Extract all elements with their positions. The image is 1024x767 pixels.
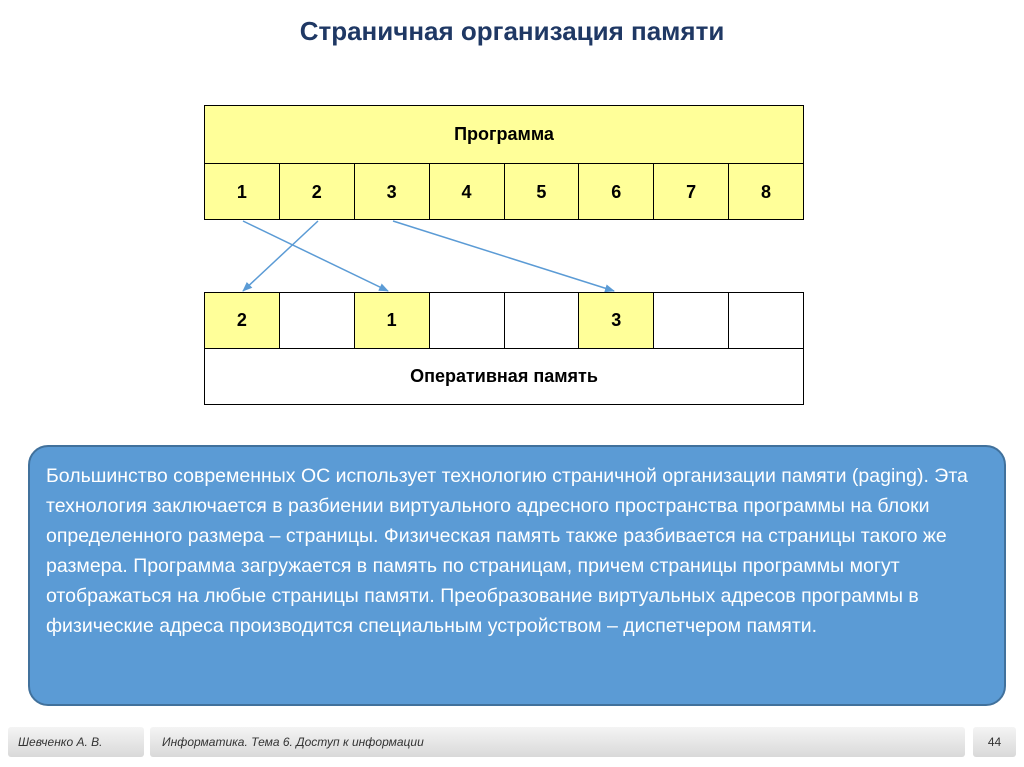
program-page-cell: 6 <box>579 164 654 220</box>
slide-title: Страничная организация памяти <box>299 16 725 46</box>
footer-author <box>8 727 144 757</box>
memory-frame-cell <box>280 293 355 348</box>
memory-label: Оперативная память <box>410 366 598 386</box>
memory-frame-cell <box>505 293 580 348</box>
memory-block <box>204 292 804 405</box>
footer-page-number <box>973 727 1016 757</box>
program-label: Программа <box>205 106 803 164</box>
mapping-arrow-page2 <box>243 221 318 291</box>
memory-frame-cell <box>654 293 729 348</box>
program-page-cell: 8 <box>761 181 772 202</box>
footer-course <box>150 727 965 757</box>
footer-page-text: 44 <box>987 735 1002 749</box>
mapping-arrow-page3 <box>393 221 614 291</box>
program-page-cell: 5 <box>505 164 580 220</box>
memory-frame-cell <box>430 293 505 348</box>
info-text: Большинство современных ОС использует технологию страничной организации памяти (paging). Эта технология заключается в разбиении виртуального адресного пространства программы на блоки определенного размера – страницы. Физическая память также разбивается на страницы такого же размера. Программа загружается в память по страницам, причем страницы программы могут отображаться на любые страницы памяти. Преобразование виртуальных адресов программы в физические адреса производится специальным устройством – диспетчером памяти. <box>46 465 968 637</box>
memory-frame-cell: 2 <box>205 293 280 348</box>
program-page-cell: 7 <box>654 164 729 220</box>
program-page-cell: 1 <box>205 164 280 220</box>
program-page-cell: 2 <box>280 164 355 220</box>
memory-frame-cell <box>729 293 803 348</box>
mapping-arrow-page1 <box>243 221 388 291</box>
program-page-cell: 4 <box>430 164 505 220</box>
program-page-cell: 3 <box>355 164 430 220</box>
footer-author-text: Шевченко А. В. <box>18 735 103 749</box>
footer-course-text: Информатика. Тема 6. Доступ к информации <box>162 735 424 749</box>
memory-frames-row <box>205 293 803 349</box>
memory-frame-cell: 3 <box>579 293 654 348</box>
info-callout <box>28 445 1006 706</box>
memory-frame-cell: 1 <box>355 293 430 348</box>
